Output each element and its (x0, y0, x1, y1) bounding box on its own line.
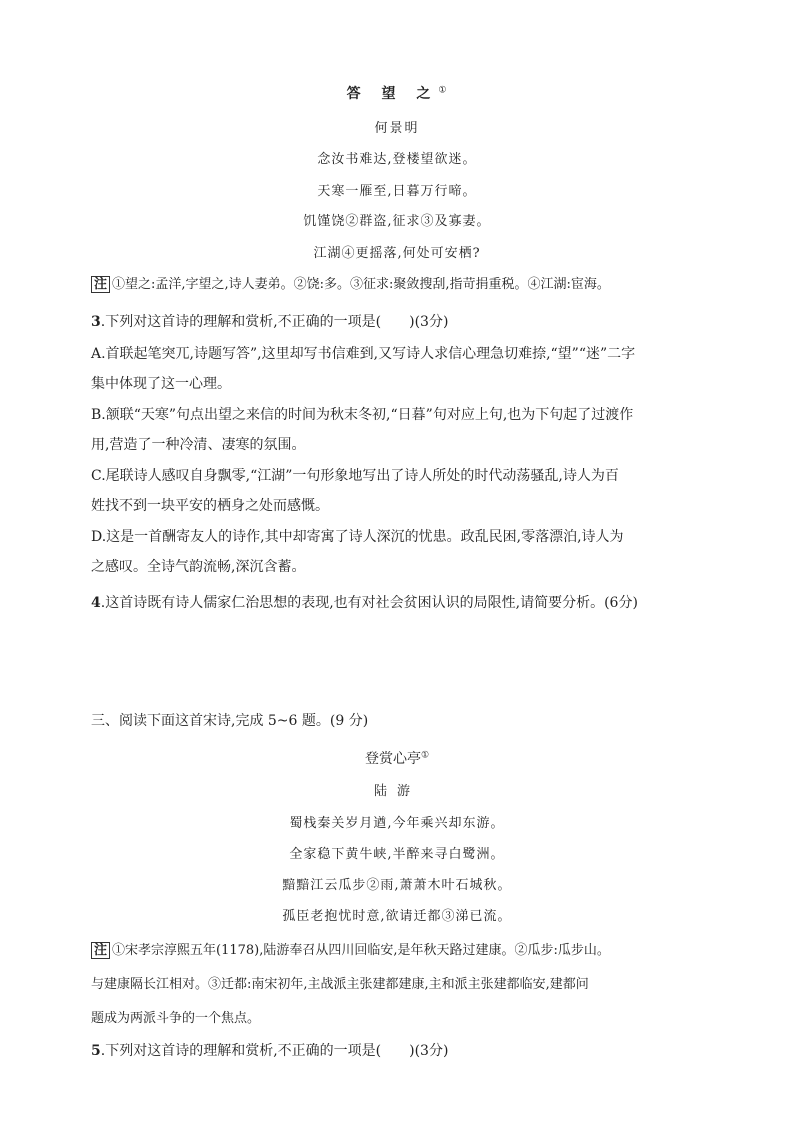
option-d (91, 522, 711, 582)
question-5 (91, 1036, 711, 1066)
poem1-title (0, 83, 794, 103)
option-c (91, 461, 711, 521)
option-line: 用,营造了一种冷清、凄寒的氛围。 (91, 437, 306, 453)
poem1-line: 江湖④更摇落,何处可安栖? (313, 246, 481, 261)
poem1-title-text: 答 望 之 (346, 86, 439, 102)
section-3-heading: 三、阅读下面这首宋诗,完成 5~6 题。(9 分) (91, 713, 369, 729)
option-line: D.这是一首酬寄友人的诗作,其中却寄寓了诗人深沉的忧患。政乱民困,零落漂泊,诗人为 (91, 529, 624, 545)
poem1-line: 念汝书难达,登楼望欲迷。 (317, 152, 477, 167)
poem2-author: 陆游 (373, 784, 420, 799)
poem2-title-text: 登赏心亭 (364, 751, 421, 767)
poem2-title (0, 748, 794, 768)
poem2-line: 黯黯江云瓜步②雨,萧萧木叶石城秋。 (282, 878, 512, 893)
poem1-note-text: ①望之:孟洋,字望之,诗人妻弟。②饶:多。③征求:聚敛搜刮,指苛捐重税。④江湖:宦海。 (112, 277, 610, 292)
question-number: 3 (91, 314, 101, 330)
question-4-text: .这首诗既有诗人儒家仁治思想的表现,也有对社会贫困认识的局限性,请简要分析。(6分) (100, 595, 638, 611)
poem1-line: 饥馑饶②群盗,征求③及寡妻。 (303, 214, 491, 229)
option-line: A.首联起笔突兀,诗题写答”,这里却写书信难到,又写诗人求信心理急切难捺,“望”“迷”二字 (91, 346, 636, 362)
poem2-note-line: 与建康隔长江相对。③迁都:南宋初年,主战派主张建都建康,主和派主张建都临安,建都问 (91, 977, 589, 992)
option-line: 集中体现了这一心理。 (91, 376, 231, 392)
poem2-notes (91, 934, 711, 1036)
question-3-text: .下列对这首诗的理解和赏析,不正确的一项是( )(3分) (100, 314, 449, 330)
poem2-note-line: ①宋孝宗淳熙五年(1178),陆游奉召从四川回临安,是年秋天路过建康。②瓜步:瓜步山。 (112, 943, 610, 958)
option-b (91, 400, 711, 460)
poem2-title-note-marker: ① (420, 750, 430, 761)
option-line: C.尾联诗人感叹自身飘零,“江湖”一句形象地写出了诗人所处的时代动荡骚乱,诗人为百 (91, 468, 619, 484)
poem1-title-note-marker: ① (438, 85, 448, 96)
poem1-notes (91, 271, 711, 299)
poem2-line: 全家稳下黄牛峡,半醉来寻白鹭洲。 (289, 847, 505, 862)
option-a (91, 339, 711, 399)
option-line: 姓找不到一块平安的栖身之处而感慨。 (91, 498, 329, 514)
question-5-text: .下列对这首诗的理解和赏析,不正确的一项是( )(3分) (100, 1043, 449, 1059)
poem1-line: 天寒一雁至,日暮万行啼。 (317, 184, 477, 199)
question-3 (91, 307, 711, 337)
option-line: B.颔联“天寒”句点出望之来信的时间为秋末冬初,“日暮”句对应上句,也为下句起了过渡作 (91, 407, 634, 423)
poem2-line: 蜀栈秦关岁月遒,今年乘兴却东游。 (289, 816, 505, 831)
poem2-note-line: 题成为两派斗争的一个焦点。 (91, 1011, 261, 1026)
note-label-box: 注 (91, 276, 110, 293)
option-line: 之感叹。全诗气韵流畅,深沉含蓄。 (91, 559, 306, 575)
note-label-box: 注 (91, 942, 110, 959)
poem2-line: 孤臣老抱忧时意,欲请迁都③涕已流。 (282, 909, 512, 924)
question-4 (91, 588, 711, 618)
question-number: 5 (91, 1043, 101, 1059)
question-number: 4 (91, 595, 101, 611)
poem1-author: 何景明 (374, 121, 420, 136)
